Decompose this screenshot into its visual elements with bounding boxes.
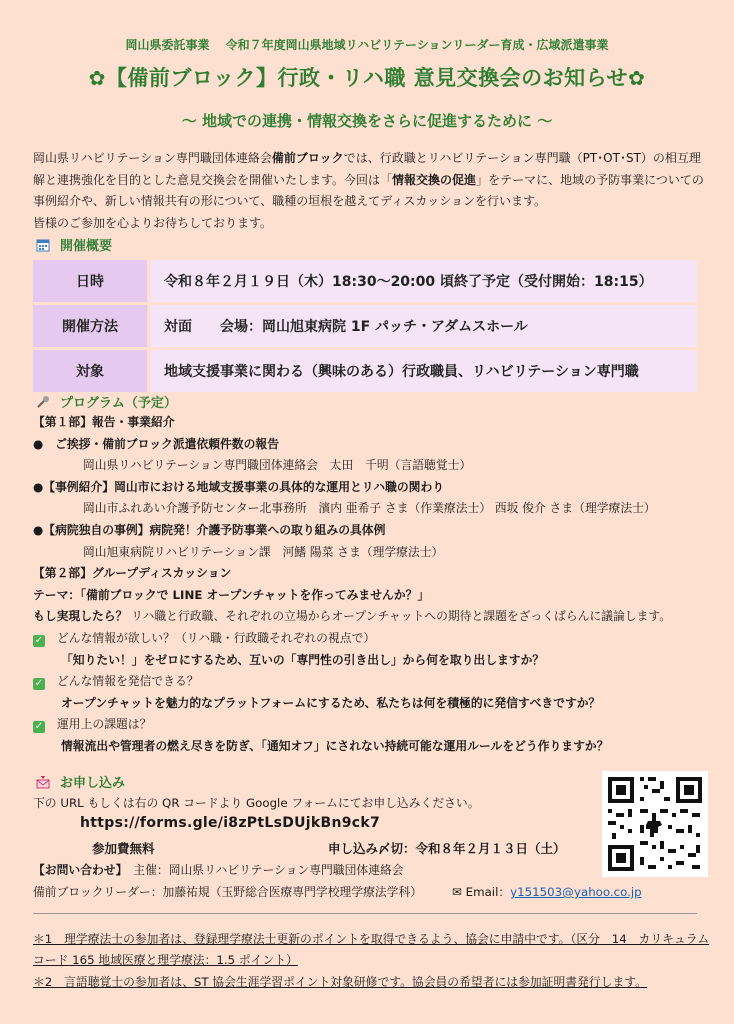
leader-line: 備前ブロックリーダー：加藤祐規（玉野総合医療専門学校理学療法学科） bbox=[33, 885, 423, 899]
table-row bbox=[33, 350, 697, 392]
intro-bold: 情報交換の促進 bbox=[392, 172, 477, 187]
part1-title: 【第１部】報告・事業紹介 bbox=[33, 415, 175, 429]
program-heading bbox=[36, 392, 177, 411]
flower-icon: ✿ bbox=[628, 66, 646, 90]
email-label: ✉ Email： bbox=[452, 885, 511, 899]
checkbox-icon: ✓ bbox=[34, 634, 44, 646]
intro-closing: 皆様のご参加を心よりお待ちしております。 bbox=[33, 215, 273, 230]
part2-title: 【第２部】グループディスカッション bbox=[33, 566, 232, 581]
row-value: 対面 会場：岡山旭東病院 1F パッチ・アダムスホール bbox=[147, 305, 697, 347]
row-label: 対象 bbox=[33, 350, 147, 392]
contact-line bbox=[33, 861, 404, 878]
title-text: 【備前ブロック】行政・リハ職 意見交換会のお知らせ bbox=[105, 66, 629, 90]
discussion-if: もし実現したら？ bbox=[33, 609, 128, 624]
question-text: 運用上の課題は？ bbox=[57, 717, 152, 732]
program-body bbox=[33, 412, 713, 758]
question-detail: 情報流出や管理者の燃え尽きを防ぎ、「通知オフ」にされない持続可能な運用ルールをどう作りますか？ bbox=[61, 738, 609, 753]
discussion-desc: リハ職と行政職、それぞれの立場からオープンチャットへの期待と課題をざっくばらんに議論します。 bbox=[127, 609, 672, 624]
apply-heading bbox=[36, 772, 125, 791]
program-speaker: 岡山県リハビリテーション専門職団体連絡会 太田 千明（言語聴覚士） bbox=[83, 458, 472, 473]
table-row bbox=[33, 305, 697, 347]
row-value: 地域支援事業に関わる（興味のある）行政職員、リハビリテーション専門職 bbox=[147, 350, 697, 392]
intro-part: 岡山県リハビリテーション専門職団体連絡会 bbox=[33, 151, 272, 165]
question-detail: オープンチャットを魅力的なプラットフォームにするため、私たちは何を積極的に発信すべきですか？ bbox=[61, 695, 601, 710]
checkbox-icon: ✓ bbox=[34, 721, 44, 733]
discussion-question bbox=[33, 628, 713, 650]
footnote-2: ＊2 言語聴覚士の参加者は、ST 協会生涯学習ポイント対象研修です。協会員の希望者には参加証明書発行します。 bbox=[33, 975, 647, 989]
row-label: 開催方法 bbox=[33, 305, 147, 347]
organizer: 主催：岡山県リハビリテーション専門職団体連絡会 bbox=[133, 863, 404, 877]
flower-icon: ✿ bbox=[88, 66, 106, 90]
discussion-question bbox=[33, 671, 713, 693]
question-text: どんな情報を発信できる？ bbox=[57, 674, 199, 689]
row-label: 日時 bbox=[33, 260, 147, 302]
overview-heading-text: 開催概要 bbox=[60, 239, 113, 254]
program-speaker: 岡山市ふれあい介護予防センター北事務所 濱内 亜希子 さま（作業療法士） 西坂 俊介 さま（理学療法士） bbox=[83, 501, 656, 516]
table-row bbox=[33, 260, 697, 302]
program-item: ● ご挨拶・備前ブロック派遣依頼件数の報告 bbox=[33, 436, 279, 451]
form-url-link[interactable]: https://forms.gle/i8zPtLsDUjkBn9ck7 bbox=[80, 815, 381, 831]
apply-text: 下の URL もしくは右の QR コードより Google フォームにてお申し込みください。 bbox=[33, 796, 480, 810]
email-line bbox=[452, 883, 642, 900]
overview-table bbox=[33, 257, 697, 395]
divider bbox=[33, 913, 697, 914]
footnote-1: ＊1 理学療法士の参加者は、登録理学療法士更新のポイントを取得できるよう、協会に申請中です。（区分 14 カリキュラムコード 165 地域医療と理学療法：1.5 ポイント） bbox=[33, 932, 710, 967]
qr-code[interactable] bbox=[602, 771, 708, 877]
question-detail: 「知りたい！」をゼロにするため、互いの「専門性の引き出し」から何を取り出しますか？ bbox=[61, 652, 545, 667]
checkbox-icon: ✓ bbox=[34, 678, 44, 690]
program-speaker: 岡山旭東病院リハビリテーション課 河鰭 陽菜 さま（理学療法士） bbox=[83, 544, 444, 559]
envelope-icon bbox=[36, 775, 50, 789]
intro-part: 」をテーマに、地域の予防事業についての事例紹介や、新しい情報共有の形について、職種の垣根を越えてディスカッションを行います。 bbox=[33, 172, 704, 208]
discussion-question bbox=[33, 714, 713, 736]
question-text: どんな情報が欲しい？（リハ職・行政職それぞれの視点で） bbox=[57, 630, 376, 645]
header-line: 岡山県委託事業 令和７年度岡山県地域リハビリテーションリーダー育成・広域派遣事業 bbox=[125, 38, 609, 52]
intro-part: では、行政職とリハビリテーション専門職（PT･OT･ST）の相互理解と連携強化を目的とした意見交換会を開催いたします。今回は「 bbox=[33, 151, 701, 187]
discussion-theme: テーマ：「備前ブロックで LINE オープンチャットを作ってみませんか？」 bbox=[33, 587, 430, 602]
email-link[interactable]: y151503@yahoo.co.jp bbox=[510, 885, 642, 899]
calendar-icon bbox=[36, 238, 50, 252]
deadline-text: 申し込み〆切：令和８年２月１３日（土） bbox=[328, 841, 566, 856]
subtitle: 〜 地域での連携・情報交換をさらに促進するために 〜 bbox=[181, 112, 553, 130]
microphone-icon bbox=[36, 395, 50, 409]
overview-heading bbox=[36, 235, 112, 254]
apply-heading-text: お申し込み bbox=[60, 776, 126, 791]
intro-bold: 備前ブロック bbox=[271, 151, 344, 165]
fee-text: 参加費無料 bbox=[92, 841, 155, 856]
row-value: 令和８年２月１９日（木）18:30〜20:00 頃終了予定（受付開始：18:15） bbox=[147, 260, 697, 302]
intro-text bbox=[33, 148, 705, 234]
discussion-intro bbox=[33, 606, 713, 628]
program-item: ●【事例紹介】岡山市における地域支援事業の具体的な運用とリハ職の関わり bbox=[33, 479, 445, 494]
contact-label: 【お問い合わせ】 bbox=[33, 863, 122, 877]
page-title bbox=[0, 62, 734, 92]
program-heading-text: プログラム（予定） bbox=[60, 396, 177, 411]
program-item: ●【病院独自の事例】病院発！介護予防事業への取り組みの具体例 bbox=[33, 522, 386, 537]
